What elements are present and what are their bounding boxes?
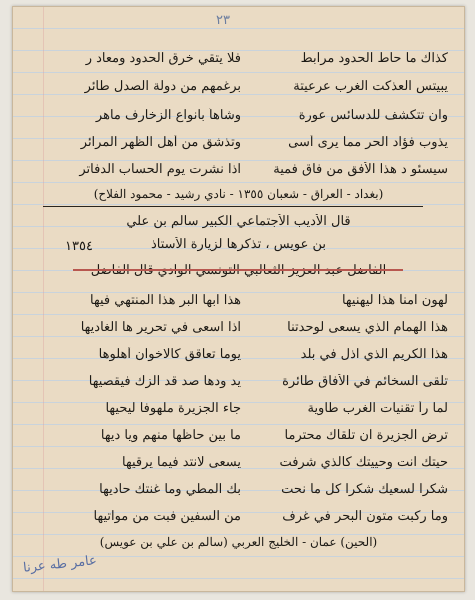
- poem2-line-3-left: يوما تعاقق كالاخوان أهلوها: [98, 347, 241, 362]
- poem2-attribution: (الحين) عمان - الخليج العربي (سالم بن علي بن عويس): [99, 535, 378, 549]
- poem2-line-7-right: حيتك انت وحييتك كالذي شرفت: [279, 455, 448, 470]
- poem2-line-1-left: هذا ابها البر هذا المنتهي فيها: [90, 293, 241, 308]
- poem1-line-4-left: وتذشق من أهل الظهر المرائر: [80, 135, 241, 150]
- poem1-line-4-right: يذوب فؤاد الحر مما يرى أسى: [288, 135, 448, 150]
- header-line-1: قال الأديب الأجتماعي الكبير سالم بن علي: [126, 214, 351, 229]
- poem2-line-3-right: هذا الكريم الذي اذل في بلد: [300, 347, 448, 362]
- poem2-line-4-right: تلقى السخائم في الأفاق طائرة: [282, 374, 448, 389]
- poem1-line-3-right: وان تتكشف للدسائس عورة: [298, 108, 448, 123]
- poem2-line-1-right: لهون امنا هذا ليهنيها: [341, 293, 448, 308]
- poem2-line-8-left: بك المطي وما غنتك حاديها: [99, 482, 241, 497]
- poem1-line-5-left: اذا نشرت يوم الحساب الدفاتر: [79, 162, 241, 177]
- poem2-line-9-right: وما ركبت متون البحر في غرف: [282, 509, 448, 524]
- page-number: ٢٣: [216, 13, 230, 28]
- poem1-attribution: (بغداد - العراق - شعبان ١٣٥٥ - نادي رشيد - محمود الفلاح): [93, 187, 384, 201]
- poem1-line-1-left: فلا يتقي خرق الحدود ومعاد ر: [85, 51, 241, 66]
- manuscript-page: [12, 6, 465, 592]
- poem2-line-7-left: يسعى لانتد فيما يرقيها: [122, 455, 241, 470]
- section-divider: [43, 206, 423, 207]
- poem2-line-9-left: من السفين فبت من مواتيها: [93, 509, 241, 524]
- poem2-line-5-left: جاء الجزيرة ملهوفا ليحيها: [105, 401, 241, 416]
- poem2-line-6-right: ترض الجزيرة ان تلقاك محترما: [284, 428, 448, 443]
- poem2-line-4-left: يد ودها صد قد الزك فيقصيها: [88, 374, 241, 389]
- poem1-line-5-right: سيسئو د هذا الأفق من فاق فمية: [273, 162, 448, 177]
- poem1-line-2-left: برغمهم من دولة الصدل طائر: [84, 79, 241, 94]
- poem1-line-1-right: كذاك ما حاط الحدود مرابط: [300, 51, 448, 66]
- poem2-line-6-left: ما بين حاظها منهم ويا ديها: [100, 428, 241, 443]
- poem1-line-3-left: وشاهاً بأنواع الزخارف ماهر: [95, 108, 241, 123]
- header-line-2: بن عويس ، تذكرها لزيارة الأستاذ: [150, 237, 327, 252]
- poem2-line-2-right: هذا الهمام الذي يسعى لوحدتنا: [287, 320, 448, 335]
- poem2-line-5-right: لما رأ تقنيات الغرب طاوية: [307, 401, 448, 416]
- header-red-underline: [73, 269, 403, 271]
- poem2-line-8-right: شكرا لسعيك شكرا كل ما نحت: [281, 482, 448, 497]
- poem1-line-2-right: يبيتس العذكت الغرب عرعيتة: [293, 79, 448, 94]
- handwritten-signature: عامر طه عرنا: [22, 553, 98, 576]
- header-year: ١٣٥٤: [65, 239, 93, 254]
- poem2-line-2-left: اذا اسعى في تحرير ها الغاديها: [80, 320, 241, 335]
